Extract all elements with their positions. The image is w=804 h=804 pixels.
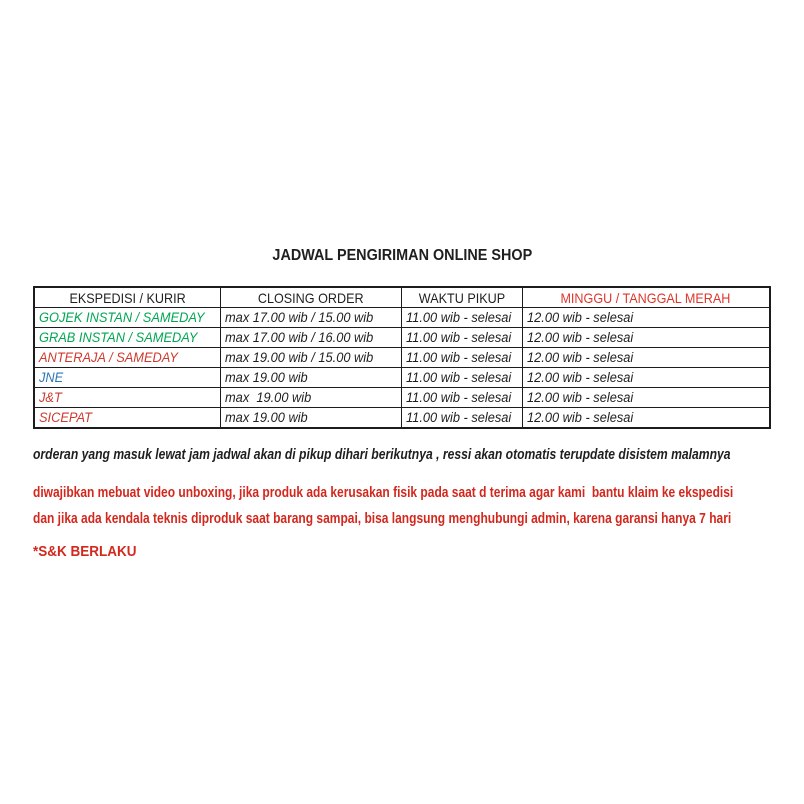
cell-waktu-pikup: 11.00 wib - selesai bbox=[401, 368, 522, 388]
cell-closing-order: max 19.00 wib / 15.00 wib bbox=[220, 348, 401, 368]
header-cell-minggu bbox=[522, 287, 770, 308]
table-row-jne bbox=[34, 368, 770, 388]
cell-courier: GRAB INSTAN / SAMEDAY bbox=[34, 328, 220, 348]
page-title-text: JADWAL PENGIRIMAN ONLINE SHOP bbox=[272, 247, 532, 264]
header-cell-ekspedisi bbox=[34, 287, 220, 308]
header-label-closing-order: CLOSING ORDER bbox=[257, 289, 364, 306]
cell-closing-order: max 19.00 wib bbox=[220, 408, 401, 429]
terms-note: *S&K BERLAKU bbox=[33, 543, 137, 560]
cell-waktu-pikup: 11.00 wib - selesai bbox=[401, 308, 522, 328]
page-title bbox=[0, 247, 804, 265]
note-unboxing-warning bbox=[33, 480, 804, 531]
cell-minggu: 12.00 wib - selesai bbox=[522, 348, 770, 368]
note-unboxing-line-2: dan jika ada kendala teknis diproduk saat barang sampai, bisa langsung menghubungi admin, karena garansi hanya 7 hari bbox=[33, 509, 732, 527]
table-row-anteraja bbox=[34, 348, 770, 368]
note-pickup-schedule: orderan yang masuk lewat jam jadwal akan di pikup dihari berikutnya , ressi akan otomatis terupdate disistem malamnya bbox=[33, 446, 731, 463]
table-row-sicepat bbox=[34, 408, 770, 429]
cell-courier: JNE bbox=[34, 368, 220, 388]
cell-courier: SICEPAT bbox=[34, 408, 220, 429]
header-cell-waktu-pikup bbox=[401, 287, 522, 308]
header-label-waktu-pikup: WAKTU PIKUP bbox=[418, 289, 505, 306]
table-row-jnt bbox=[34, 388, 770, 408]
table-row-gojek bbox=[34, 308, 770, 328]
cell-waktu-pikup: 11.00 wib - selesai bbox=[401, 408, 522, 429]
header-label-ekspedisi: EKSPEDISI / KURIR bbox=[69, 289, 186, 306]
cell-waktu-pikup: 11.00 wib - selesai bbox=[401, 388, 522, 408]
cell-courier: GOJEK INSTAN / SAMEDAY bbox=[34, 308, 220, 328]
cell-closing-order: max 17.00 wib / 16.00 wib bbox=[220, 328, 401, 348]
shipping-schedule-table bbox=[33, 286, 771, 429]
cell-courier: J&T bbox=[34, 388, 220, 408]
cell-minggu: 12.00 wib - selesai bbox=[522, 408, 770, 429]
cell-closing-order: max 19.00 wib bbox=[220, 388, 401, 408]
cell-minggu: 12.00 wib - selesai bbox=[522, 308, 770, 328]
cell-minggu: 12.00 wib - selesai bbox=[522, 328, 770, 348]
table-row-grab bbox=[34, 328, 770, 348]
cell-waktu-pikup: 11.00 wib - selesai bbox=[401, 328, 522, 348]
header-label-minggu: MINGGU / TANGGAL MERAH bbox=[560, 289, 731, 306]
cell-minggu: 12.00 wib - selesai bbox=[522, 388, 770, 408]
note-unboxing-line-1: diwajibkan mebuat video unboxing, jika produk ada kerusakan fisik pada saat d terima agar kami bantu klaim ke ekspedisi bbox=[33, 484, 734, 501]
header-cell-closing-order bbox=[220, 287, 401, 308]
cell-courier: ANTERAJA / SAMEDAY bbox=[34, 348, 220, 368]
cell-waktu-pikup: 11.00 wib - selesai bbox=[401, 348, 522, 368]
cell-minggu: 12.00 wib - selesai bbox=[522, 368, 770, 388]
cell-closing-order: max 19.00 wib bbox=[220, 368, 401, 388]
table-header-row bbox=[34, 287, 770, 308]
cell-closing-order: max 17.00 wib / 15.00 wib bbox=[220, 308, 401, 328]
